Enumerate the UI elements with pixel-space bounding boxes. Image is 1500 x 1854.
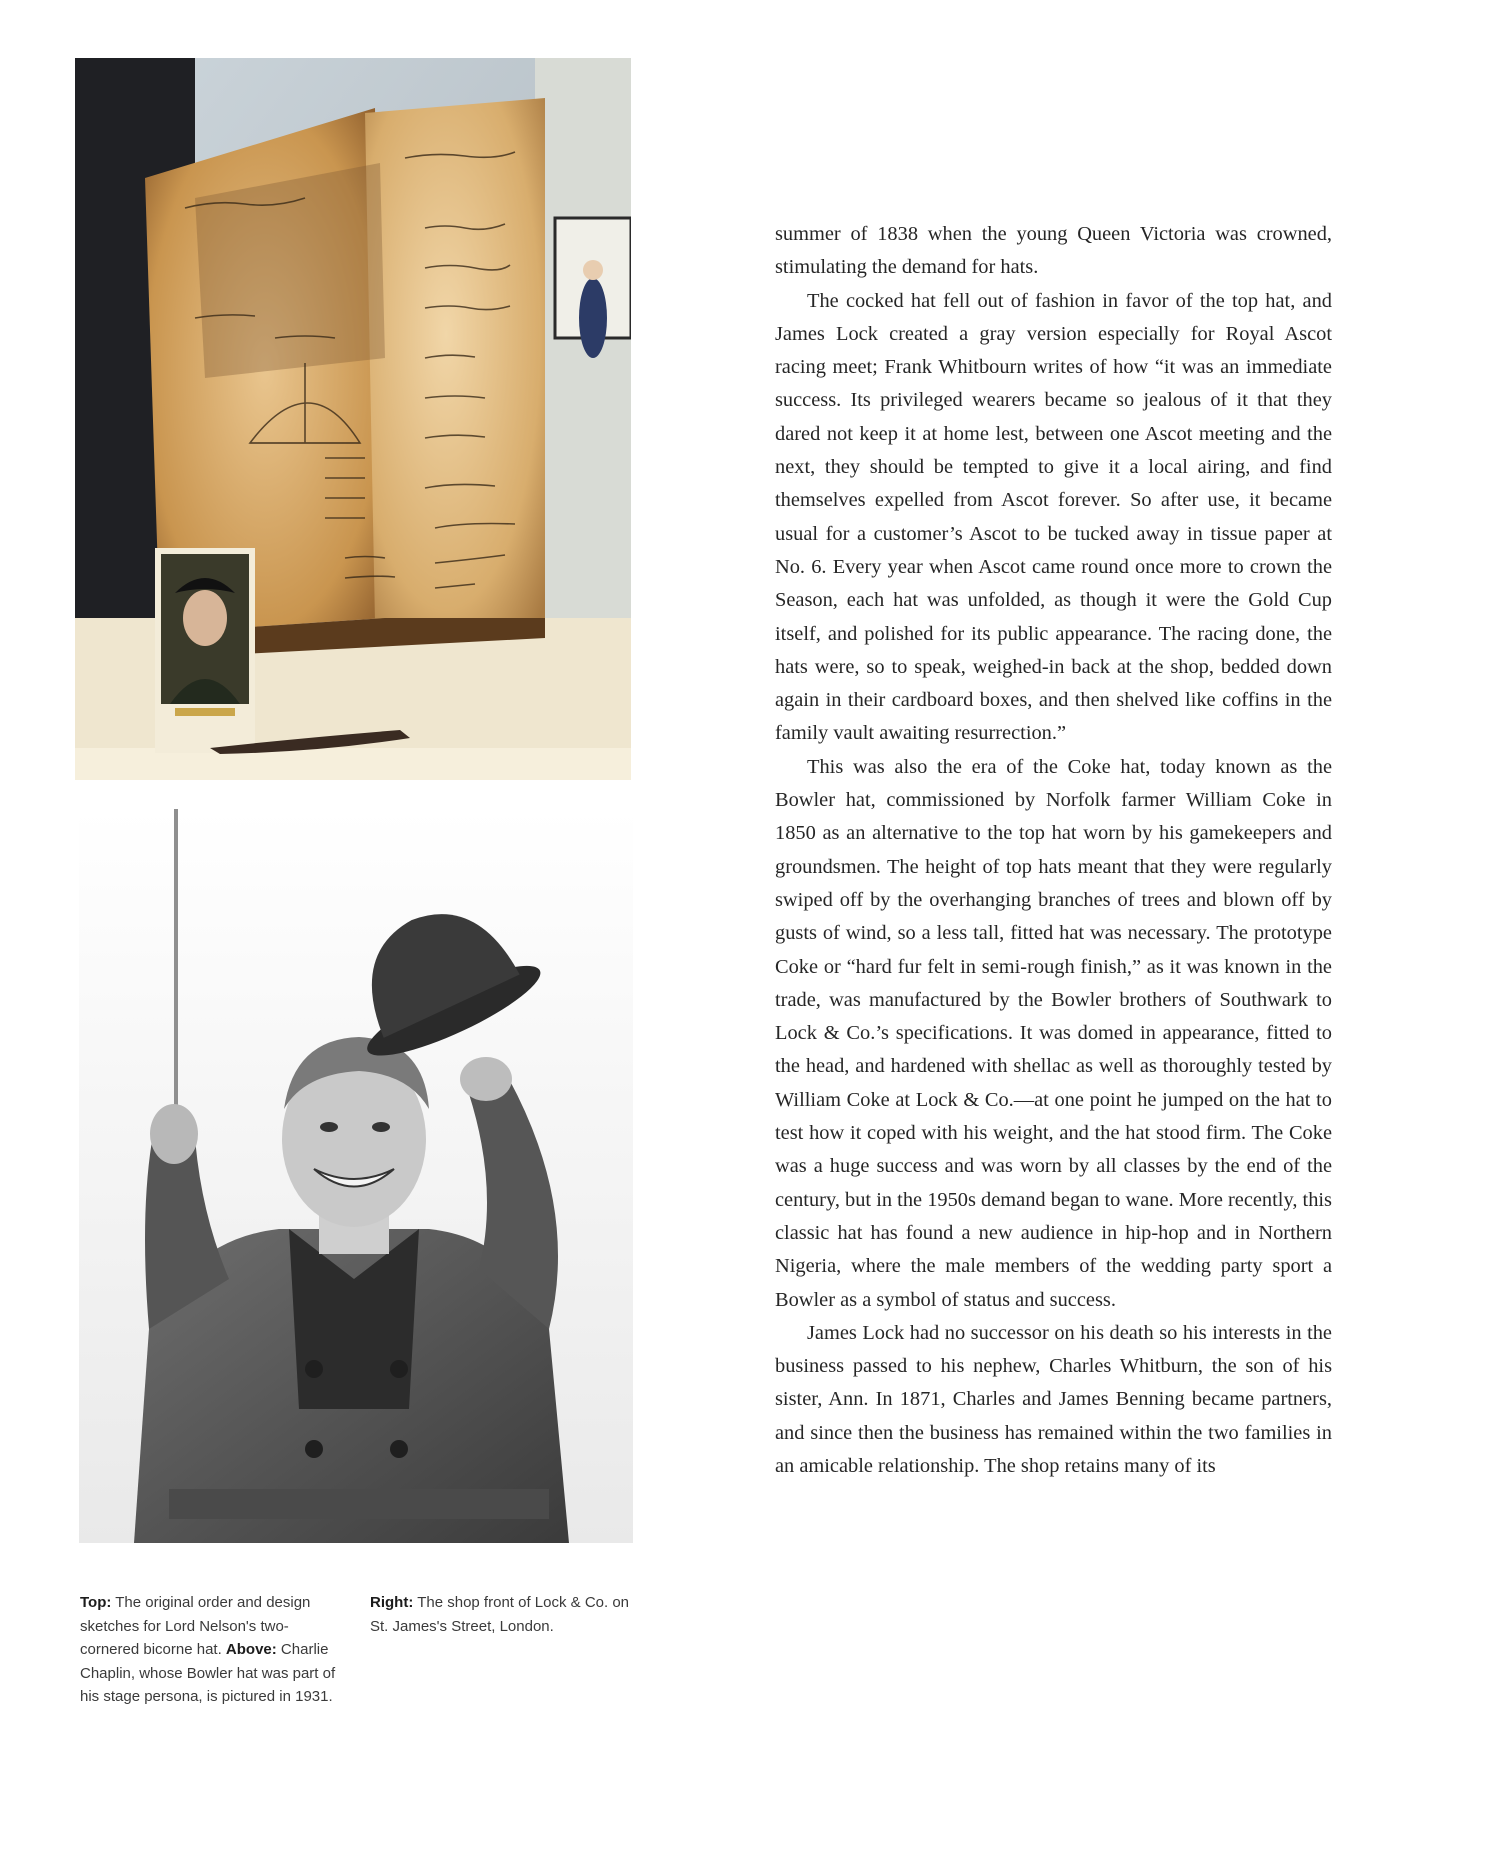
caption-label-right: Right: <box>370 1594 414 1611</box>
ledger-photo <box>75 58 631 780</box>
photo-caption-part-2 <box>370 1591 632 1638</box>
caption-label-top: Top: <box>80 1594 112 1611</box>
caption-text-above: Charlie Chaplin, whose Bowler hat was part of his stage persona, is pictured in 1931. <box>80 1641 336 1705</box>
photo-caption-part-1 <box>80 1591 340 1709</box>
caption-label-above: Above: <box>225 1641 277 1658</box>
ledger-photo-illustration <box>75 58 631 780</box>
article-paragraph: summer of 1838 when the young Queen Victoria was crowned, stimulating the demand for hats. <box>775 223 1332 279</box>
article-paragraph: The cocked hat fell out of fashion in favor of the top hat, and James Lock created a gray version especially for Royal Ascot racing meet; Frank Whitbourn writes of how “it was an immediate success. Its privileged wearers became so jealous of it that they dared not keep it at home lest, between one Ascot meeting and the next, they should be tempted to give it a local airing, and find themselves expelled from Ascot forever. So after use, it became usual for a customer’s Ascot to be tucked away in tissue paper at No. 6. Every year when Ascot came round once more to crown the Season, each hat was unfolded, as though it were the Gold Cup itself, and polished for its public appearance. The racing done, the hats were, so to speak, weighed-in back at the shop, bedded down again in their cardboard boxes, and then shelved like coffins in the family vault awaiting resurrection.” <box>775 289 1332 745</box>
caption-text-top: The original order and design sketches for Lord Nelson's two-cornered bicorne hat. <box>80 1594 311 1658</box>
article-paragraph: James Lock had no successor on his death so his interests in the business passed to his nephew, Charles Whitburn, the son of his sister, Ann. In 1871, Charles and James Benning became partners, and since then the business has remained within the two families in an amicable relationship. The shop retains many of its <box>775 1321 1332 1477</box>
chaplin-photo <box>79 809 633 1543</box>
caption-text-right: The shop front of Lock & Co. on St. James's Street, London. <box>370 1594 630 1635</box>
chaplin-photo-illustration <box>79 809 633 1543</box>
article-paragraph: This was also the era of the Coke hat, today known as the Bowler hat, commissioned by Norfolk farmer William Coke in 1850 as an alternative to the top hat worn by his gamekeepers and groundsmen. The height of top hats meant that they were regularly swiped off by the overhanging branches of trees and blown off by gusts of wind, so a less tall, fitted hat was necessary. The prototype Coke or “hard fur felt in semi-rough finish,” as it was known in the trade, was manufactured by the Bowler brothers of Southwark to Lock & Co.’s specifications. It was domed in appearance, fitted to the head, and hardened with shellac as well as thoroughly tested by William Coke at Lock & Co.—at one point he jumped on the hat to test how it coped with his weight, and the hat stood firm. The Coke was a huge success and was worn by all classes by the end of the century, but in the 1950s demand began to wane. More recently, this classic hat has found a new audience in hip-hop and in Northern Nigeria, where the male members of the wedding party sport a Bowler as a symbol of status and success. <box>775 755 1332 1311</box>
article-body <box>775 218 1332 1483</box>
